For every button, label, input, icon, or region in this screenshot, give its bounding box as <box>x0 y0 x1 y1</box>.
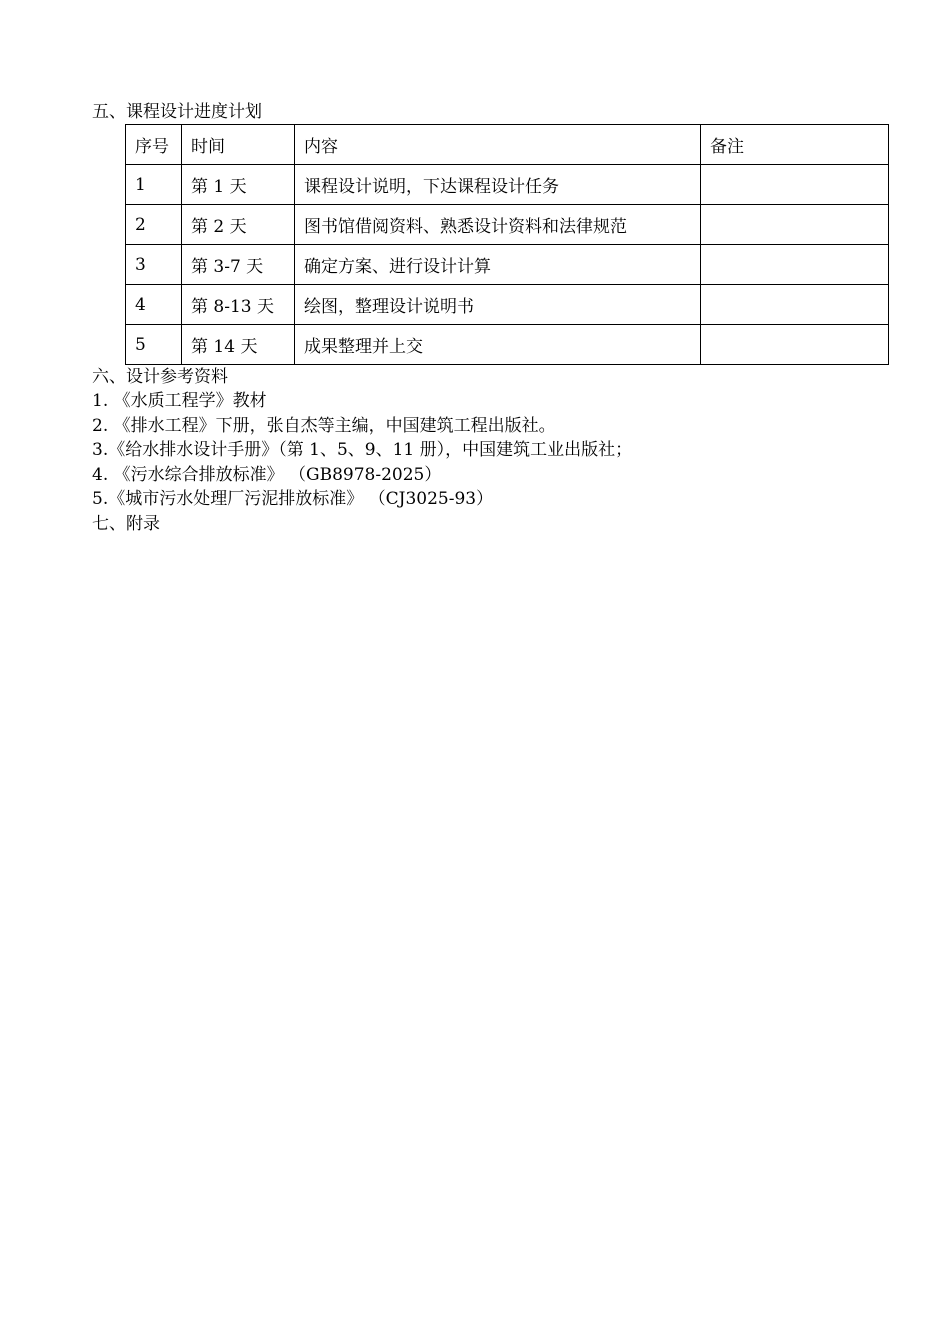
cell-no: 4 <box>126 285 182 325</box>
table-row <box>126 205 889 245</box>
cell-no: 2 <box>126 205 182 245</box>
schedule-table <box>125 124 889 365</box>
header-no: 序号 <box>126 125 182 165</box>
cell-content: 图书馆借阅资料、熟悉设计资料和法律规范 <box>295 205 701 245</box>
cell-remark <box>701 165 889 205</box>
header-content: 内容 <box>295 125 701 165</box>
reference-item: 5.《城市污水处理厂污泥排放标准》 （CJ3025-93） <box>92 489 494 509</box>
cell-time: 第 14 天 <box>182 325 295 365</box>
table-header-row <box>126 125 889 165</box>
cell-content: 课程设计说明，下达课程设计任务 <box>295 165 701 205</box>
cell-no: 3 <box>126 245 182 285</box>
section6-heading: 六、设计参考资料 <box>92 367 228 387</box>
table-row <box>126 325 889 365</box>
cell-remark <box>701 205 889 245</box>
header-time: 时间 <box>182 125 295 165</box>
reference-item: 3.《给水排水设计手册》（第 1、5、9、11 册），中国建筑工业出版社； <box>92 440 633 460</box>
table-row <box>126 285 889 325</box>
cell-time: 第 1 天 <box>182 165 295 205</box>
reference-item: 1. 《水质工程学》教材 <box>92 391 267 411</box>
section7-heading: 七、附录 <box>92 513 160 534</box>
cell-time: 第 3-7 天 <box>182 245 295 285</box>
cell-content: 成果整理并上交 <box>295 325 701 365</box>
section5-heading: 五、课程设计进度计划 <box>92 102 262 122</box>
table-row <box>126 245 889 285</box>
cell-no: 5 <box>126 325 182 365</box>
reference-item: 2. 《排水工程》下册，张自杰等主编，中国建筑工程出版社。 <box>92 415 556 436</box>
cell-no: 1 <box>126 165 182 205</box>
header-remark: 备注 <box>701 125 889 165</box>
cell-content: 确定方案、进行设计计算 <box>295 245 701 285</box>
document-page <box>92 100 892 536</box>
cell-time: 第 8-13 天 <box>182 285 295 325</box>
cell-remark <box>701 285 889 325</box>
table-row <box>126 165 889 205</box>
cell-remark <box>701 245 889 285</box>
reference-item: 4. 《污水综合排放标准》 （GB8978-2025） <box>92 464 442 485</box>
cell-content: 绘图，整理设计说明书 <box>295 285 701 325</box>
cell-time: 第 2 天 <box>182 205 295 245</box>
cell-remark <box>701 325 889 365</box>
